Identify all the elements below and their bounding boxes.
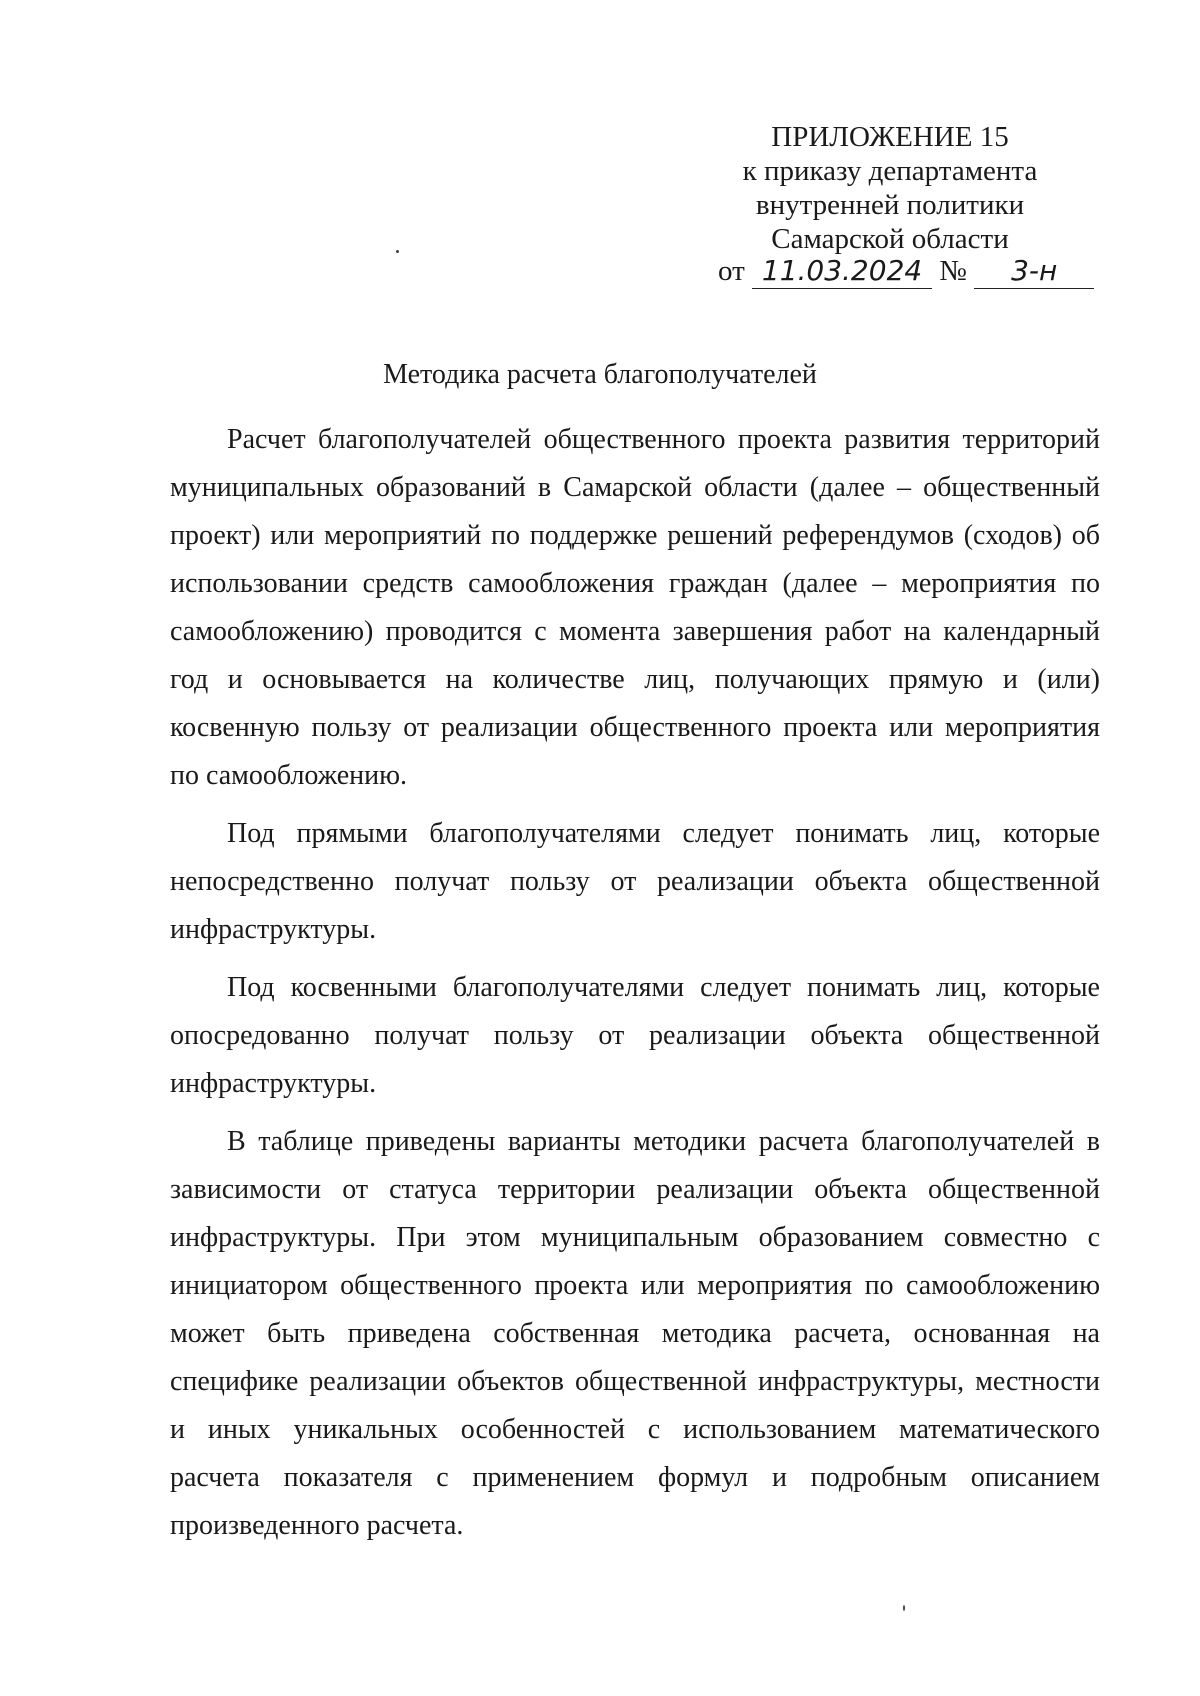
- appendix-line-2: внутренней политики: [755, 189, 1025, 221]
- appendix-header: [690, 120, 1090, 256]
- scan-speck: [903, 1605, 905, 1611]
- document-body: [170, 416, 1100, 1560]
- paragraph: Под косвенными благополучателями следует понимать лиц, которые опосредованно получат пользу от реализации объекта общественной инфраструктуры.: [170, 972, 1100, 1099]
- appendix-line-1: к приказу департамента: [742, 155, 1038, 187]
- handwritten-date: 11.03.2024: [752, 254, 932, 289]
- paragraph: Расчет благополучателей общественного проекта развития территорий муниципальных образований в Самарской области (далее – общественный проект) или мероприятий по поддержке решений референдумов (сходов) об использовании средств самообложения граждан (далее – мероприятия по самообложению) проводится с момента завершения работ на календарный год и основывается на количестве лиц, получающих прямую и (или) косвенную пользу от реализации общественного проекта или мероприятия по самообложению.: [170, 424, 1100, 791]
- from-label: от: [718, 255, 745, 287]
- document-title: Методика расчета благополучателей: [383, 359, 817, 390]
- appendix-label: ПРИЛОЖЕНИЕ 15: [771, 121, 1009, 153]
- scan-speck: [396, 250, 399, 253]
- order-reference-line: [718, 254, 1094, 289]
- paragraph: Под прямыми благополучателями следует понимать лиц, которые непосредственно получат пользу от реализации объекта общественной инфраструктуры.: [170, 818, 1100, 945]
- number-label: №: [939, 255, 967, 287]
- appendix-line-3: Самарской области: [771, 223, 1009, 255]
- handwritten-number: 3-н: [974, 254, 1094, 289]
- paragraph: В таблице приведены варианты методики расчета благополучателей в зависимости от статуса территории реализации объекта общественной инфраструктуры. При этом муниципальным образованием совместно с инициатором общественного проекта или мероприятия по самообложению может быть приведена собственная методика расчета, основанная на специфике реализации объектов общественной инфраструктуры, местности и иных уникальных особенностей с использованием математического расчета показателя с применением формул и подробным описанием произведенного расчета.: [170, 1126, 1100, 1541]
